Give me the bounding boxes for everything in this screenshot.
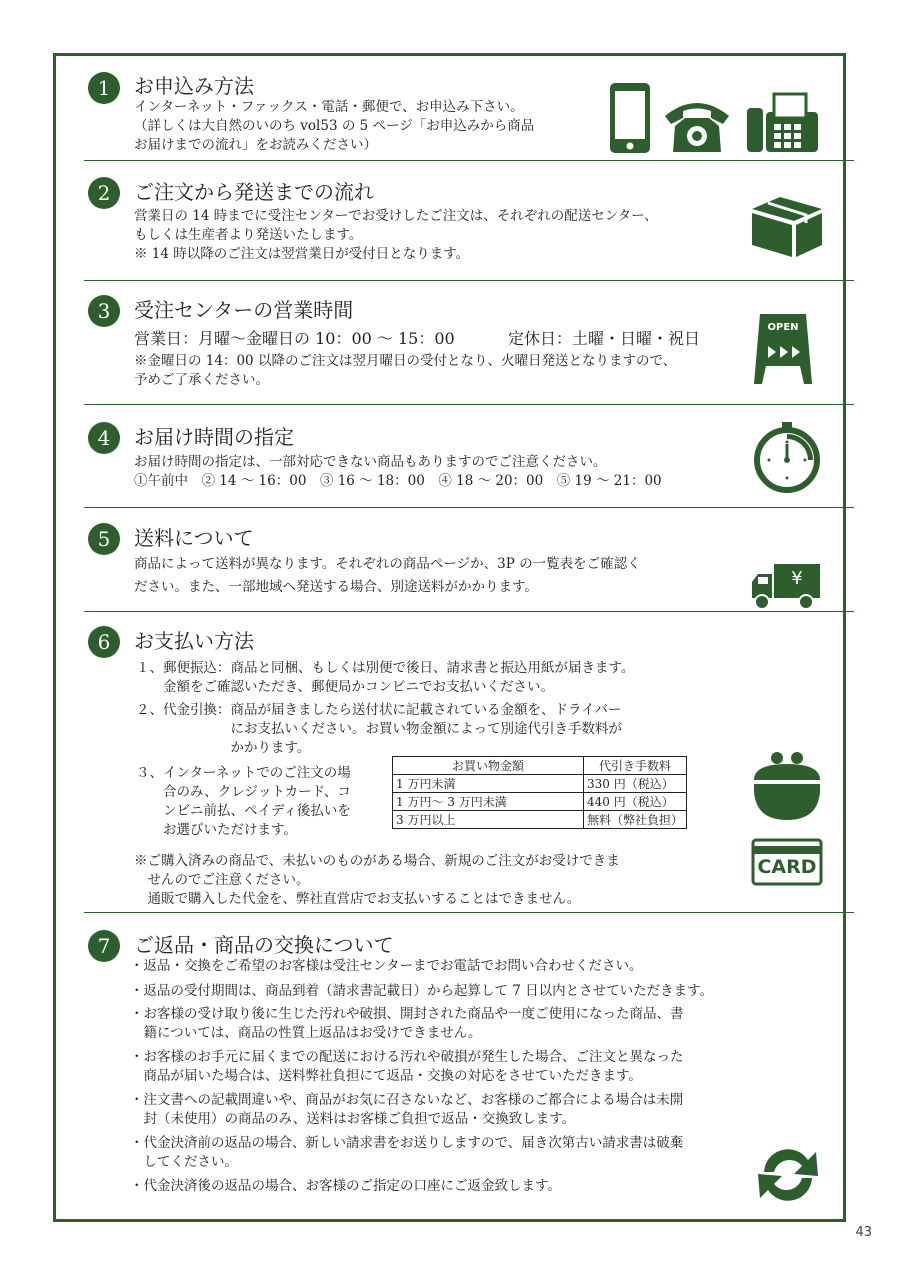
table-row — [393, 793, 687, 811]
table-cell: 1 万円～ 3 万円未満 — [393, 793, 584, 811]
table-cell: 330 円（税込） — [584, 775, 687, 793]
section-number: 6 — [88, 626, 120, 658]
box-icon — [750, 195, 824, 259]
closed-days: 定休日：土曜・日曜・祝日 — [508, 329, 701, 348]
page-frame — [53, 53, 846, 1222]
fax-icon — [746, 92, 820, 154]
return-line: ・注文書への記載間違いや、商品がお気に召さないなど、お客様のご都合による場合は未開 — [130, 1092, 684, 1108]
return-line: ・返品の受付期間は、商品到着（請求書記載日）から起算して 7 日以内とさせていただきます。 — [130, 983, 714, 999]
section-number: 3 — [88, 295, 120, 327]
return-line: 籍については、商品の性質上返品はお受けできません。 — [130, 1025, 482, 1041]
return-line: ・代金決済前の返品の場合、新しい請求書をお送りしますので、届き次第古い請求書は破棄 — [130, 1135, 684, 1151]
card-text: CARD — [757, 856, 817, 878]
body-line: 営業日の 14 時までに受注センターでお受けしたご注文は、それぞれの配送センター、 — [134, 208, 658, 224]
payment-line: ３、インターネットでのご注文の場 — [136, 765, 351, 781]
table-row — [393, 811, 687, 829]
table-cell: 440 円（税込） — [584, 793, 687, 811]
table-header: 代引き手数料 — [584, 757, 687, 775]
table-cell: 3 万円以上 — [393, 811, 584, 829]
table-header: お買い物金額 — [393, 757, 584, 775]
section-title: 受注センターの営業時間 — [134, 298, 354, 322]
card-icon — [751, 838, 823, 886]
body-line: ①午前中 ② 14 ～ 16：00 ③ 16 ～ 18：00 ④ 18 ～ 20：00 ⑤ 19 ～ 21：00 — [134, 473, 662, 489]
note-line: ※ご購入済みの商品で、未払いのものがある場合、新規のご注文がお受けできま — [134, 853, 620, 869]
section-title: お届け時間の指定 — [134, 425, 294, 449]
body-line: インターネット・ファックス・電話・郵便で、お申込み下さい。 — [134, 99, 524, 115]
payment-line: 金額をご確認いただき、郵便局かコンビニでお支払いください。 — [136, 679, 554, 695]
truck-yen-text: ¥ — [791, 568, 803, 589]
body-line: 予めご了承ください。 — [134, 372, 269, 388]
payment-line: ２、代金引換：商品が届きましたら送付状に記載されている金額を、ドライバー — [136, 702, 622, 718]
section-title: お申込み方法 — [134, 74, 254, 98]
section-number: 4 — [88, 422, 120, 454]
purse-icon — [750, 750, 824, 822]
section-title: ご注文から発送までの流れ — [134, 180, 374, 204]
section-title: 送料について — [134, 526, 254, 550]
smartphone-icon — [609, 82, 651, 154]
section-number: 5 — [88, 523, 120, 555]
return-line: してください。 — [130, 1154, 238, 1170]
divider — [84, 507, 854, 508]
telephone-icon — [661, 96, 733, 154]
return-line: ・お客様のお手元に届くまでの配送における汚れや破損が発生した場合、ご注文と異なった — [130, 1049, 684, 1065]
payment-line: ンビニ前払、ペイディ後払いを — [136, 803, 351, 819]
page-number: 43 — [855, 1225, 872, 1240]
body-line: お届け時間の指定は、一部対応できない商品もありますのでご注意ください。 — [134, 454, 607, 470]
body-line: （詳しくは大自然のいのち vol53 の 5 ページ「お申込みから商品 — [134, 118, 535, 134]
section-title: ご返品・商品の交換について — [134, 933, 394, 957]
divider — [84, 280, 854, 281]
section-number: 7 — [88, 930, 120, 962]
divider — [84, 912, 854, 913]
table-cell: 無料（弊社負担） — [584, 811, 687, 829]
payment-line: 合のみ、クレジットカード、コ — [136, 784, 351, 800]
note-line: せんのでご注意ください。 — [134, 872, 310, 888]
divider — [84, 611, 854, 612]
return-line: ・お客様の受け取り後に生じた汚れや破損、開封された商品や一度ご使用になった商品、書 — [130, 1006, 684, 1022]
table-row — [393, 775, 687, 793]
note-line: 通販で購入した代金を、弊社直営店でお支払いすることはできません。 — [134, 891, 581, 907]
section-title: お支払い方法 — [134, 629, 254, 653]
return-line: ・返品・交換をご希望のお客様は受注センターまでお電話でお問い合わせください。 — [130, 958, 643, 974]
body-line: ださい。また、一部地域へ発送する場合、別途送料がかかります。 — [134, 579, 538, 595]
table-cell: 1 万円未満 — [393, 775, 584, 793]
payment-line: にお支払いください。お買い物金額によって別途代引き手数料が — [136, 721, 622, 737]
return-line: 商品が届いた場合は、送料弊社負担にて返品・交換の対応をさせていただきます。 — [130, 1068, 642, 1084]
truck-icon — [750, 562, 822, 612]
body-line: ※ 14 時以降のご注文は翌営業日が受付日となります。 — [134, 246, 470, 262]
business-hours: 営業日：月曜～金曜日の 10：00 ～ 15：00 — [134, 329, 455, 348]
open-sign-icon — [752, 312, 814, 386]
payment-line: お選びいただけます。 — [136, 822, 297, 838]
return-line: 封（未使用）の商品のみ、送料はお客様ご負担で返品・交換致します。 — [130, 1111, 576, 1127]
cod-fee-table — [392, 756, 687, 829]
body-line: お届けまでの流れ」をお読みください） — [134, 137, 377, 153]
open-sign-text: OPEN — [767, 322, 799, 333]
body-line: ※金曜日の 14：00 以降のご注文は翌月曜日の受付となり、火曜日発送となりますので、 — [134, 353, 677, 369]
section-number: 2 — [88, 177, 120, 209]
body-line: もしくは生産者より発送いたします。 — [134, 227, 363, 243]
payment-line: １、郵便振込：商品と同梱、もしくは別便で後日、請求書と振込用紙が届きます。 — [136, 660, 635, 676]
section-number: 1 — [88, 72, 120, 104]
stopwatch-icon — [752, 420, 822, 494]
body-line: 商品によって送料が異なります。それぞれの商品ページか、3P の一覧表をご確認く — [134, 556, 641, 572]
refresh-icon — [752, 1140, 824, 1210]
payment-line: かかります。 — [136, 740, 311, 756]
return-line: ・代金決済後の返品の場合、お客様のご指定の口座にご返金致します。 — [130, 1178, 561, 1194]
divider — [84, 160, 854, 161]
divider — [84, 404, 854, 405]
